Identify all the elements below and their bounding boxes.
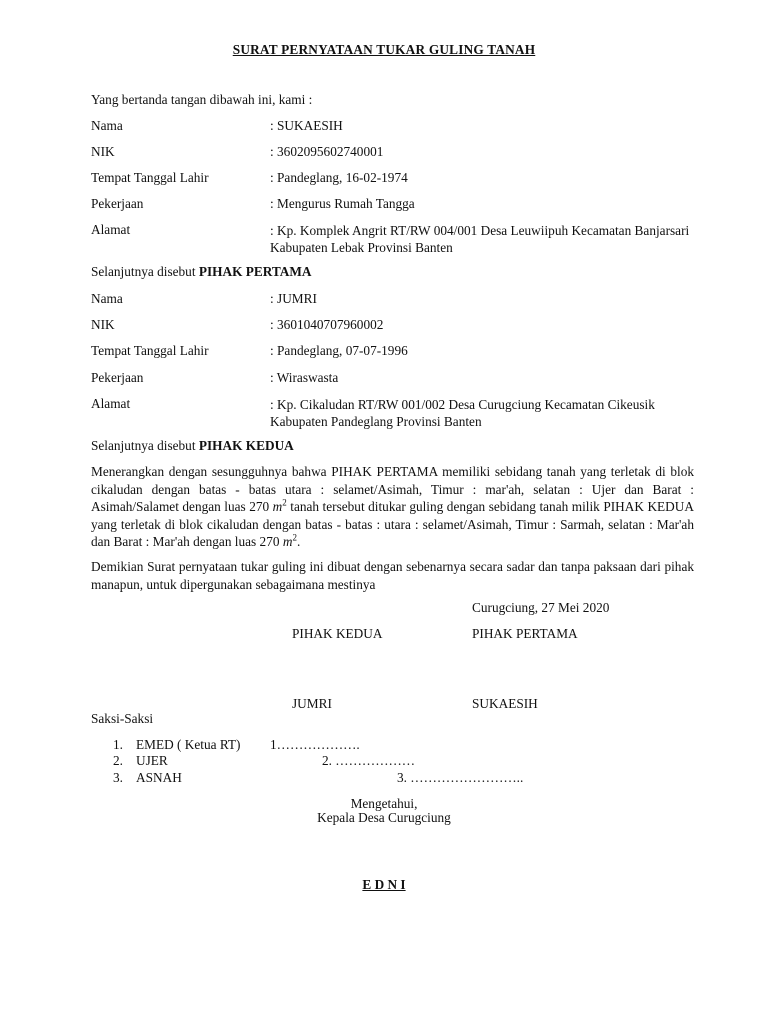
unit-exponent: 2: [292, 532, 297, 543]
statement-paragraph: [91, 463, 694, 551]
witness-number: 2.: [113, 753, 123, 768]
signature-name-left: JUMRI: [292, 696, 332, 711]
designation-name: PIHAK PERTAMA: [198, 264, 312, 279]
field-value: : 3601040707960002: [270, 317, 384, 332]
field-value: : Kp. Cikaludan RT/RW 001/002 Desa Curugciung Kecamatan Cikeusik Kabupaten Pandeglang Provinsi Banten: [270, 397, 655, 429]
statement-text-part2: tanah tersebut ditukar guling dengan sebidang tanah milik PIHAK KEDUA yang terletak di blok cikaludan dengan batas - batas : utara : selamet/Asimah, Timur : Sarmah, selatan : Mar'ah dan Barat : Mar'ah dengan luas 270: [91, 499, 694, 549]
signature-title-left: PIHAK KEDUA: [292, 626, 383, 641]
unit-base: m: [272, 499, 283, 514]
closing-paragraph: Demikian Surat pernyataan tukar guling ini dibuat dengan sebenarnya secara sadar dan tanpa paksaan dari pihak manapun, untuk dipergunakan sebagaimana mestinya: [91, 559, 694, 592]
field-label: NIK: [91, 317, 115, 332]
signature-title-right: PIHAK PERTAMA: [472, 626, 578, 641]
field-value: : 3602095602740001: [270, 144, 384, 159]
unit-base: m: [282, 534, 293, 549]
approval-label: Mengetahui,: [350, 796, 418, 811]
designation-prefix: Selanjutnya disebut: [91, 438, 199, 453]
witness-signature-line: 2. ………………: [322, 753, 416, 768]
witness-signature-line: 1……………….: [270, 737, 360, 752]
field-label: Alamat: [91, 222, 131, 237]
field-label: Tempat Tanggal Lahir: [91, 343, 209, 358]
field-label: Pekerjaan: [91, 370, 144, 385]
party-designation: [91, 264, 312, 280]
field-label: NIK: [91, 144, 115, 159]
field-value: : Pandeglang, 07-07-1996: [270, 343, 408, 358]
document-title: SURAT PERNYATAAN TUKAR GULING TANAH: [232, 42, 536, 57]
field-label: Pekerjaan: [91, 196, 144, 211]
designation-name: PIHAK KEDUA: [198, 438, 294, 453]
field-value: : JUMRI: [270, 291, 317, 306]
field-value: : Mengurus Rumah Tangga: [270, 196, 415, 211]
witness-name: ASNAH: [136, 770, 182, 785]
field-value: : SUKAESIH: [270, 118, 343, 133]
field-value: : Wiraswasta: [270, 370, 339, 385]
field-label: Nama: [91, 291, 123, 306]
field-label: Nama: [91, 118, 123, 133]
party-designation: [91, 438, 294, 454]
unit-exponent: 2: [282, 497, 287, 508]
statement-text-part1: Menerangkan dengan sesungguhnya bahwa PIHAK PERTAMA memiliki sebidang tanah yang terletak di blok cikaludan dengan batas - batas utara : selamet/Asimah, Timur : mar'ah, selatan : Ujer dan Barat : Asimah/Salamet dengan luas 270: [91, 464, 694, 514]
witness-name: UJER: [136, 753, 168, 768]
witness-number: 1.: [113, 737, 123, 752]
witness-number: 3.: [113, 770, 123, 785]
witnesses-heading: Saksi-Saksi: [91, 711, 154, 726]
signature-name-right: SUKAESIH: [472, 696, 538, 711]
intro-text: Yang bertanda tangan dibawah ini, kami :: [91, 92, 313, 107]
field-value: : Kp. Komplek Angrit RT/RW 004/001 Desa Leuwiipuh Kecamatan Banjarsari Kabupaten Lebak Provinsi Banten: [270, 223, 690, 255]
witness-signature-line: 3. ……………………..: [397, 770, 524, 785]
designation-prefix: Selanjutnya disebut: [91, 264, 199, 279]
place-date: Curugciung, 27 Mei 2020: [472, 600, 610, 615]
approval-title: Kepala Desa Curugciung: [317, 810, 451, 825]
field-label: Tempat Tanggal Lahir: [91, 170, 209, 185]
field-value: : Pandeglang, 16-02-1974: [270, 170, 408, 185]
village-head-name: E D N I: [362, 877, 406, 892]
statement-text-part3: .: [296, 534, 301, 549]
field-label: Alamat: [91, 396, 131, 411]
witness-name: EMED ( Ketua RT): [136, 737, 241, 752]
